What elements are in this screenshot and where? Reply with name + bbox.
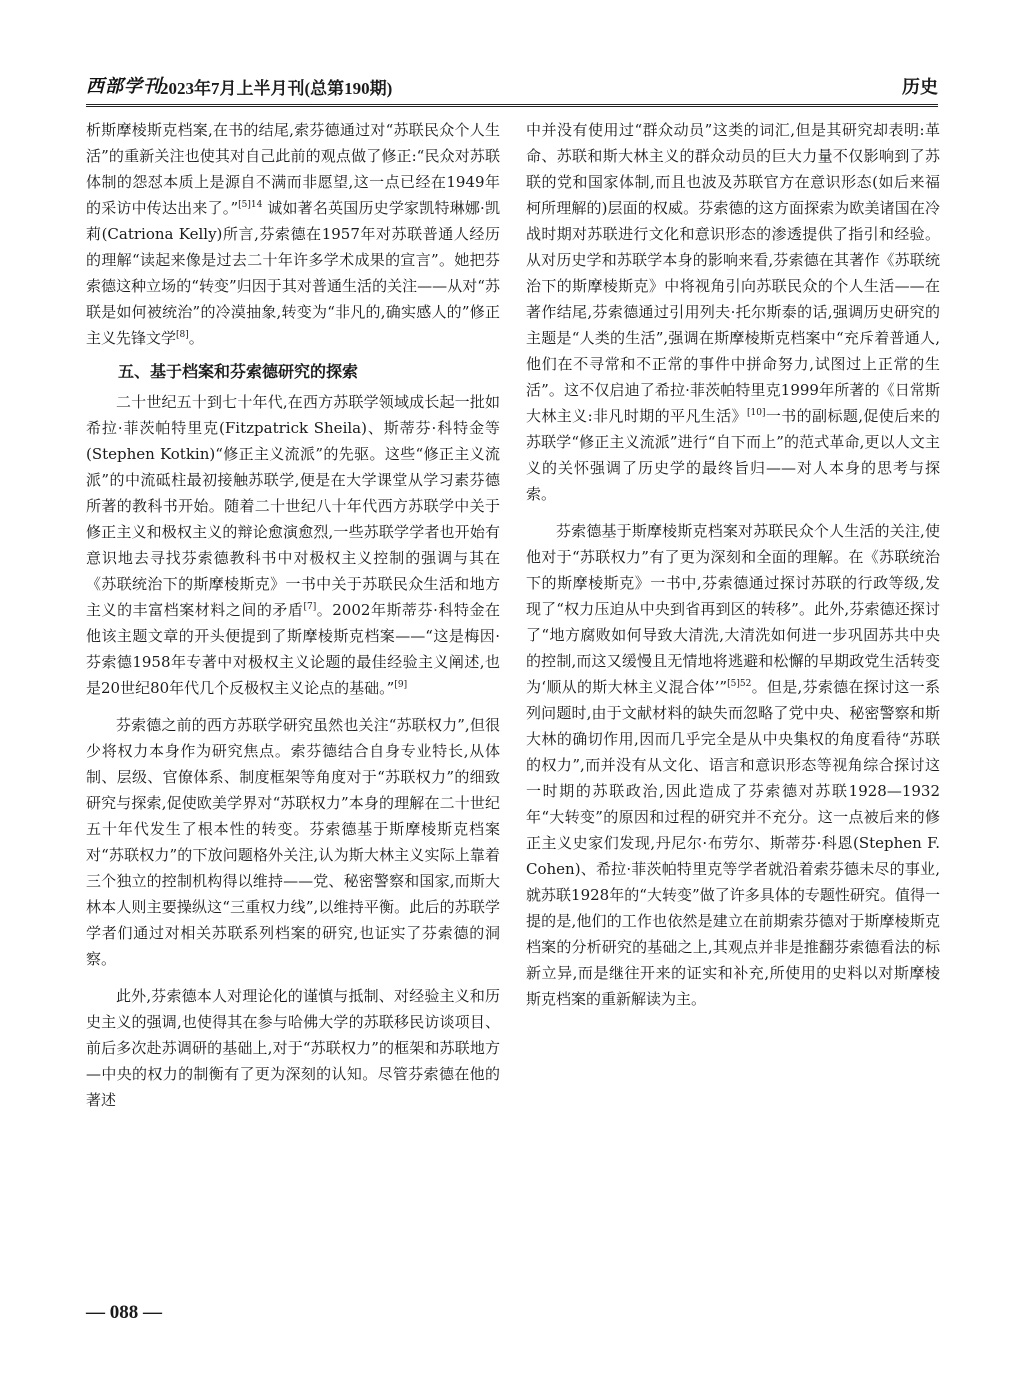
paragraph: 二十世纪五十到七十年代,在西方苏联学领域成长起一批如希拉·菲茨帕特里克(Fitzpatrick Sheila)、斯蒂芬·科特金等(Stephen Kotkin)“修正主义流派”的先驱。这些“修正主义流派”的中流砥柱最初接触苏联学,便是在大学课堂从学习素芬德所著的教科书开始。随着二十世纪八十年代西方苏联学中关于修正主义和极权主义的辩论愈演愈烈,一些苏联学学者也开始有意识地去寻找芬索德教科书中对极权主义控制的强调与其在《苏联统治下的斯摩棱斯克》一书中关于苏联民众生活和地方主义的丰富档案材料之间的矛盾[7]。2002年斯蒂芬·科特金在他该主题文章的开头便提到了斯摩棱斯克档案——“这是梅因·芬索德1958年专著中对极权主义论题的最佳经验主义阐述,也是20世纪80年代几个反极权主义论点的基础。”[9] [86, 393, 500, 697]
left-column [86, 117, 500, 1113]
paragraph: 芬索德之前的西方苏联学研究虽然也关注“苏联权力”,但很少将权力本身作为研究焦点。索芬德结合自身专业特长,从体制、层级、官僚体系、制度框架等角度对于“苏联权力”的细致研究与探索,促使欧美学界对“苏联权力”本身的理解在二十世纪五十年代发生了根本性的转变。芬索德基于斯摩棱斯克档案对“苏联权力”的下放问题格外关注,认为斯大林主义实际上靠着三个独立的控制机构得以维持——党、秘密警察和国家,而斯大林本人则主要操纵这“三重权力线”,以维持平衡。此后的苏联学学者们通过对相关苏联系列档案的研究,也证实了芬索德的洞察。 [86, 716, 500, 968]
paragraph: 芬索德基于斯摩棱斯克档案对苏联民众个人生活的关注,使他对于“苏联权力”有了更为深刻和全面的理解。在《苏联统治下的斯摩棱斯克》一书中,芬索德通过探讨苏联的行政等级,发现了“权力压迫从中央到省再到区的转移”。此外,芬索德还探讨了“地方腐败如何导致大清洗,大清洗如何进一步巩固苏共中央的控制,而这又缓慢且无情地将逃避和松懈的早期政党生活转变为‘顺从的斯大林主义混合体’”$^{[5]52}$。但是,芬索德在探讨这一系列问题时,由于文献材料的缺失而忽略了党中央、秘密警察和斯大林的确切作用,因而几乎完全是从中央集权的角度看待“苏联的权力”,而并没有从文化、语言和意识形态等视角综合探讨这一时期的苏联政治,因此造成了芬索德对苏联1928—1932年“大转变”的原因和过程的研究并不充分。这一点被后来的修正主义史家们发现,丹尼尔·布劳尔、斯蒂芬·科恩(Stephen F. Cohen)、希拉·菲茨帕特里克等学者就沿着索芬德未尽的事业,就苏联1928年的“大转变”做了许多具体的专题性研究。值得一提的是,他们的工作也依然是建立在前期索芬德对于斯摩棱斯克档案的分析研究的基础之上,其观点并非是推翻芬索德看法的标新立异,而是继往开来的证实和补充,所使用的史料以对斯摩棱斯克档案的重新解读为主。 [526, 522, 940, 1008]
page-header [86, 70, 938, 107]
page-number: — 088 — [86, 1302, 162, 1323]
paragraph: 此外,芬索德本人对理论化的谨慎与抵制、对经验主义和历史主义的强调,也使得其在参与哈佛大学的苏联移民访谈项目、前后多次赴苏调研的基础上,对于“苏联权力”的框架和苏联地方—中央的权力的制衡有了更为深刻的认知。尽管芬索德在他的著述 [86, 987, 500, 1109]
section-heading: 五、基于档案和芬索德研究的探索 [118, 362, 359, 381]
paragraph: 中并没有使用过“群众动员”这类的词汇,但是其研究却表明:革命、苏联和斯大林主义的群众动员的巨大力量不仅影响到了苏联的党和国家体制,而且也波及苏联官方在意识形态(如后来福柯所理解的)层面的权威。芬索德的这方面探索为欧美诸国在冷战时期对苏联进行文化和意识形态的渗透提供了指引和经验。从对历史学和苏联学本身的影响来看,芬索德在其著作《苏联统治下的斯摩棱斯克》中将视角引向苏联民众的个人生活——在著作结尾,芬索德通过引用列夫·托尔斯泰的话,强调历史研究的主题是“人类的生活”,强调在斯摩棱斯克档案中“充斥着普通人,他们在不寻常和不正常的事件中拼命努力,试图过上正常的生活”。这不仅启迪了希拉·菲茨帕特里克1999年所著的《日常斯大林主义:非凡时期的平凡生活》[10]一书的副标题,促使后来的苏联学“修正主义流派”进行“自下而上”的范式革命,更以人文主义的关怀强调了历史学的最终旨归——对人本身的思考与探索。 [526, 121, 940, 503]
section-name: 历史 [902, 77, 938, 97]
journal-logo: 西部学刊 [86, 76, 162, 97]
paragraph: 析斯摩棱斯克档案,在书的结尾,索芬德通过对“苏联民众个人生活”的重新关注也使其对自己此前的观点做了修正:“民众对苏联体制的怨怼本质上是源自不满而非愿望,这一点已经在1949年的采访中传达出来了。”$^{[5]14}$ 诚如著名英国历史学家凯特琳娜·凯莉(Catriona Kelly)所言,芬索德在1957年对苏联普通人经历的理解“读起来像是过去二十年许多学术成果的宣言”。她把芬索德这种立场的“转变”归因于其对普通生活的关注——从对“苏联是如何被统治”的冷漠抽象,转变为“非凡的,确实感人的”修正主义先锋文学[8]。 [86, 121, 500, 347]
right-column [526, 117, 940, 1012]
issue-info: 2023年7月上半月刊(总第190期) [160, 79, 393, 98]
